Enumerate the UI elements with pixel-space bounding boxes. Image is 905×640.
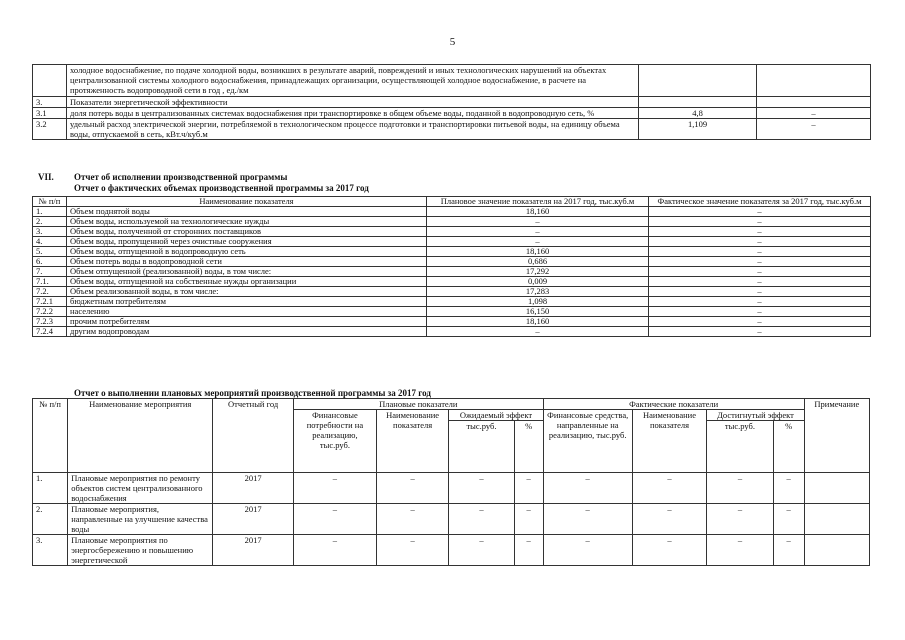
dash-cell: – [632, 504, 707, 535]
row-number: 7.1. [33, 277, 67, 287]
dash-cell: – [632, 473, 707, 504]
section-number: VII. [38, 172, 54, 182]
indicator-name: Объем воды, отпущенной в водопроводную сеть [67, 247, 427, 257]
table-row [33, 118, 871, 139]
header-plan-fin: Финансовые потребности на реализацию, тыс.руб. [294, 410, 377, 473]
row-number: 7.2.2 [33, 307, 67, 317]
row-number: 3. [33, 535, 68, 566]
measure-name: Плановые мероприятия по энергосбережению и повышению энергетической [68, 535, 213, 566]
fact-value: – [649, 287, 871, 297]
indicator-name: Показатели энергетической эффективности [67, 96, 639, 107]
dash-cell: – [376, 504, 449, 535]
row-number: 3. [33, 96, 67, 107]
plan-value: 18,160 [427, 207, 649, 217]
header-fact-rub: тыс.руб. [707, 421, 773, 473]
fact-value: – [649, 307, 871, 317]
row-number: 1. [33, 473, 68, 504]
plan-value: 1,098 [427, 297, 649, 307]
indicator-fact: – [757, 118, 871, 139]
plan-value: 18,160 [427, 247, 649, 257]
page-number: 5 [449, 36, 456, 48]
indicator-name: Объем поднятой воды [67, 207, 427, 217]
table-row [33, 535, 870, 566]
dash-cell: – [543, 504, 632, 535]
note-cell [804, 535, 869, 566]
row-number: 5. [33, 247, 67, 257]
plan-value: 0,009 [427, 277, 649, 287]
dash-cell: – [543, 473, 632, 504]
fact-value: – [649, 297, 871, 307]
header-plan-group: Плановые показатели [294, 399, 544, 410]
header-num: № п/п [33, 197, 67, 207]
fact-value: – [649, 227, 871, 237]
measure-name: Плановые мероприятия, направленные на улучшение качества воды [68, 504, 213, 535]
header-fact-group: Фактические показатели [543, 399, 804, 410]
dash-cell: – [773, 504, 804, 535]
table-row [33, 327, 871, 337]
table-row [33, 297, 871, 307]
report-year: 2017 [213, 473, 294, 504]
table-row [33, 287, 871, 297]
table-row [33, 307, 871, 317]
table-row [33, 237, 871, 247]
indicator-name: холодное водоснабжение, по подаче холодной воды, возникших в результате аварий, повреждений и иных технологических нарушений на объектах централизованной системы холодного водоснабжения, принадлежащих организации, осуществляющей холодное водоснабжение, в расчете на протяженность водопроводной сети в год , ед./км [67, 65, 639, 97]
plan-value: 17,292 [427, 267, 649, 277]
dash-cell: – [449, 504, 514, 535]
fact-value: – [649, 327, 871, 337]
header-fact: Фактическое значение показателя за 2017 год, тыс.куб.м [649, 197, 871, 207]
fact-value: – [649, 207, 871, 217]
header-fact-fin: Финансовые средства, направленные на реализацию, тыс.руб. [543, 410, 632, 473]
row-number: 1. [33, 207, 67, 217]
dash-cell: – [294, 504, 377, 535]
indicator-value [639, 65, 757, 97]
header-fact-pct: % [773, 421, 804, 473]
indicator-name: бюджетным потребителям [67, 297, 427, 307]
row-number: 3.1 [33, 107, 67, 118]
indicator-name: населению [67, 307, 427, 317]
table-row [33, 217, 871, 227]
header-plan-pct: % [514, 421, 543, 473]
indicator-name: доля потерь воды в централизованных системах водоснабжения при транспортировке в общем объеме воды, поданной в водопроводную сеть, % [67, 107, 639, 118]
indicator-value [639, 96, 757, 107]
fact-value: – [649, 267, 871, 277]
row-number: 7.2.1 [33, 297, 67, 307]
header-fact-ind: Наименование показателя [632, 410, 707, 473]
header-plan: Плановое значение показателя на 2017 год, тыс.куб.м [427, 197, 649, 207]
section-subtitle: Отчет о фактических объемах производственной программы за 2017 год [74, 183, 369, 193]
table-row [33, 107, 871, 118]
row-number: 7.2.4 [33, 327, 67, 337]
indicator-name: Объем воды, пропущенной через очистные сооружения [67, 237, 427, 247]
report-year: 2017 [213, 504, 294, 535]
fact-value: – [649, 317, 871, 327]
row-number [33, 65, 67, 97]
indicator-fact [757, 65, 871, 97]
dash-cell: – [294, 473, 377, 504]
indicator-name: Объем отпущенной (реализованной) воды, в том числе: [67, 267, 427, 277]
header-plan-eff: Ожидаемый эффект [449, 410, 543, 421]
dash-cell: – [707, 535, 773, 566]
fact-value: – [649, 237, 871, 247]
header-name: Наименование показателя [67, 197, 427, 207]
indicator-name: удельный расход электрической энергии, потребляемой в технологическом процессе подготовки и транспортировки питьевой воды, на единицу объема воды, отпускаемой в сеть, кВт.ч/куб.м [67, 118, 639, 139]
dash-cell: – [514, 535, 543, 566]
indicator-name: Объем воды, используемой на технологические нужды [67, 217, 427, 227]
table-row [33, 267, 871, 277]
row-number: 7.2.3 [33, 317, 67, 327]
dash-cell: – [514, 473, 543, 504]
row-number: 2. [33, 217, 67, 227]
table-row [33, 96, 871, 107]
dash-cell: – [376, 473, 449, 504]
indicator-value: 1,109 [639, 118, 757, 139]
dash-cell: – [543, 535, 632, 566]
row-number: 6. [33, 257, 67, 267]
plan-value: – [427, 327, 649, 337]
fact-value: – [649, 217, 871, 227]
header-num: № п/п [33, 399, 68, 473]
row-number: 4. [33, 237, 67, 247]
indicator-name: Объем воды, отпущенной на собственные нужды организации [67, 277, 427, 287]
header-plan-rub: тыс.руб. [449, 421, 514, 473]
indicator-name: другим водопроводам [67, 327, 427, 337]
dash-cell: – [514, 504, 543, 535]
header-fact-eff: Достигнутый эффект [707, 410, 804, 421]
plan-value: – [427, 227, 649, 237]
indicators-table [32, 64, 871, 140]
fact-value: – [649, 257, 871, 267]
fact-value: – [649, 247, 871, 257]
dash-cell: – [707, 473, 773, 504]
table-row [33, 65, 871, 97]
measures-table [32, 398, 870, 566]
volumes-table [32, 196, 871, 337]
dash-cell: – [773, 473, 804, 504]
plan-value: – [427, 217, 649, 227]
plan-value: – [427, 237, 649, 247]
table-row [33, 257, 871, 267]
section-title: Отчет об исполнении производственной программы [74, 172, 288, 182]
row-number: 3. [33, 227, 67, 237]
indicator-fact [757, 96, 871, 107]
dash-cell: – [449, 473, 514, 504]
indicator-name: прочим потребителям [67, 317, 427, 327]
dash-cell: – [376, 535, 449, 566]
header-year: Отчетный год [213, 399, 294, 473]
dash-cell: – [449, 535, 514, 566]
header-plan-ind: Наименование показателя [376, 410, 449, 473]
table-row [33, 247, 871, 257]
note-cell [804, 473, 869, 504]
header-name: Наименование мероприятия [68, 399, 213, 473]
indicator-name: Объем потерь воды в водопроводной сети [67, 257, 427, 267]
plan-value: 17,283 [427, 287, 649, 297]
table-row [33, 277, 871, 287]
row-number: 7. [33, 267, 67, 277]
measure-name: Плановые мероприятия по ремонту объектов систем централизованного водоснабжения [68, 473, 213, 504]
row-number: 2. [33, 504, 68, 535]
table-row [33, 207, 871, 217]
table-row [33, 504, 870, 535]
plan-value: 0,686 [427, 257, 649, 267]
header-note: Примечание [804, 399, 869, 473]
table-row [33, 227, 871, 237]
indicator-name: Объем воды, полученной от сторонних поставщиков [67, 227, 427, 237]
dash-cell: – [632, 535, 707, 566]
dash-cell: – [294, 535, 377, 566]
table-row [33, 473, 870, 504]
measures-title: Отчет о выполнении плановых мероприятий производственной программы за 2017 год [74, 388, 431, 398]
dash-cell: – [707, 504, 773, 535]
note-cell [804, 504, 869, 535]
indicator-fact: – [757, 107, 871, 118]
row-number: 3.2 [33, 118, 67, 139]
plan-value: 18,160 [427, 317, 649, 327]
indicator-name: Объем реализованной воды, в том числе: [67, 287, 427, 297]
table-row [33, 317, 871, 327]
report-year: 2017 [213, 535, 294, 566]
indicator-value: 4,8 [639, 107, 757, 118]
row-number: 7.2. [33, 287, 67, 297]
plan-value: 16,150 [427, 307, 649, 317]
dash-cell: – [773, 535, 804, 566]
fact-value: – [649, 277, 871, 287]
